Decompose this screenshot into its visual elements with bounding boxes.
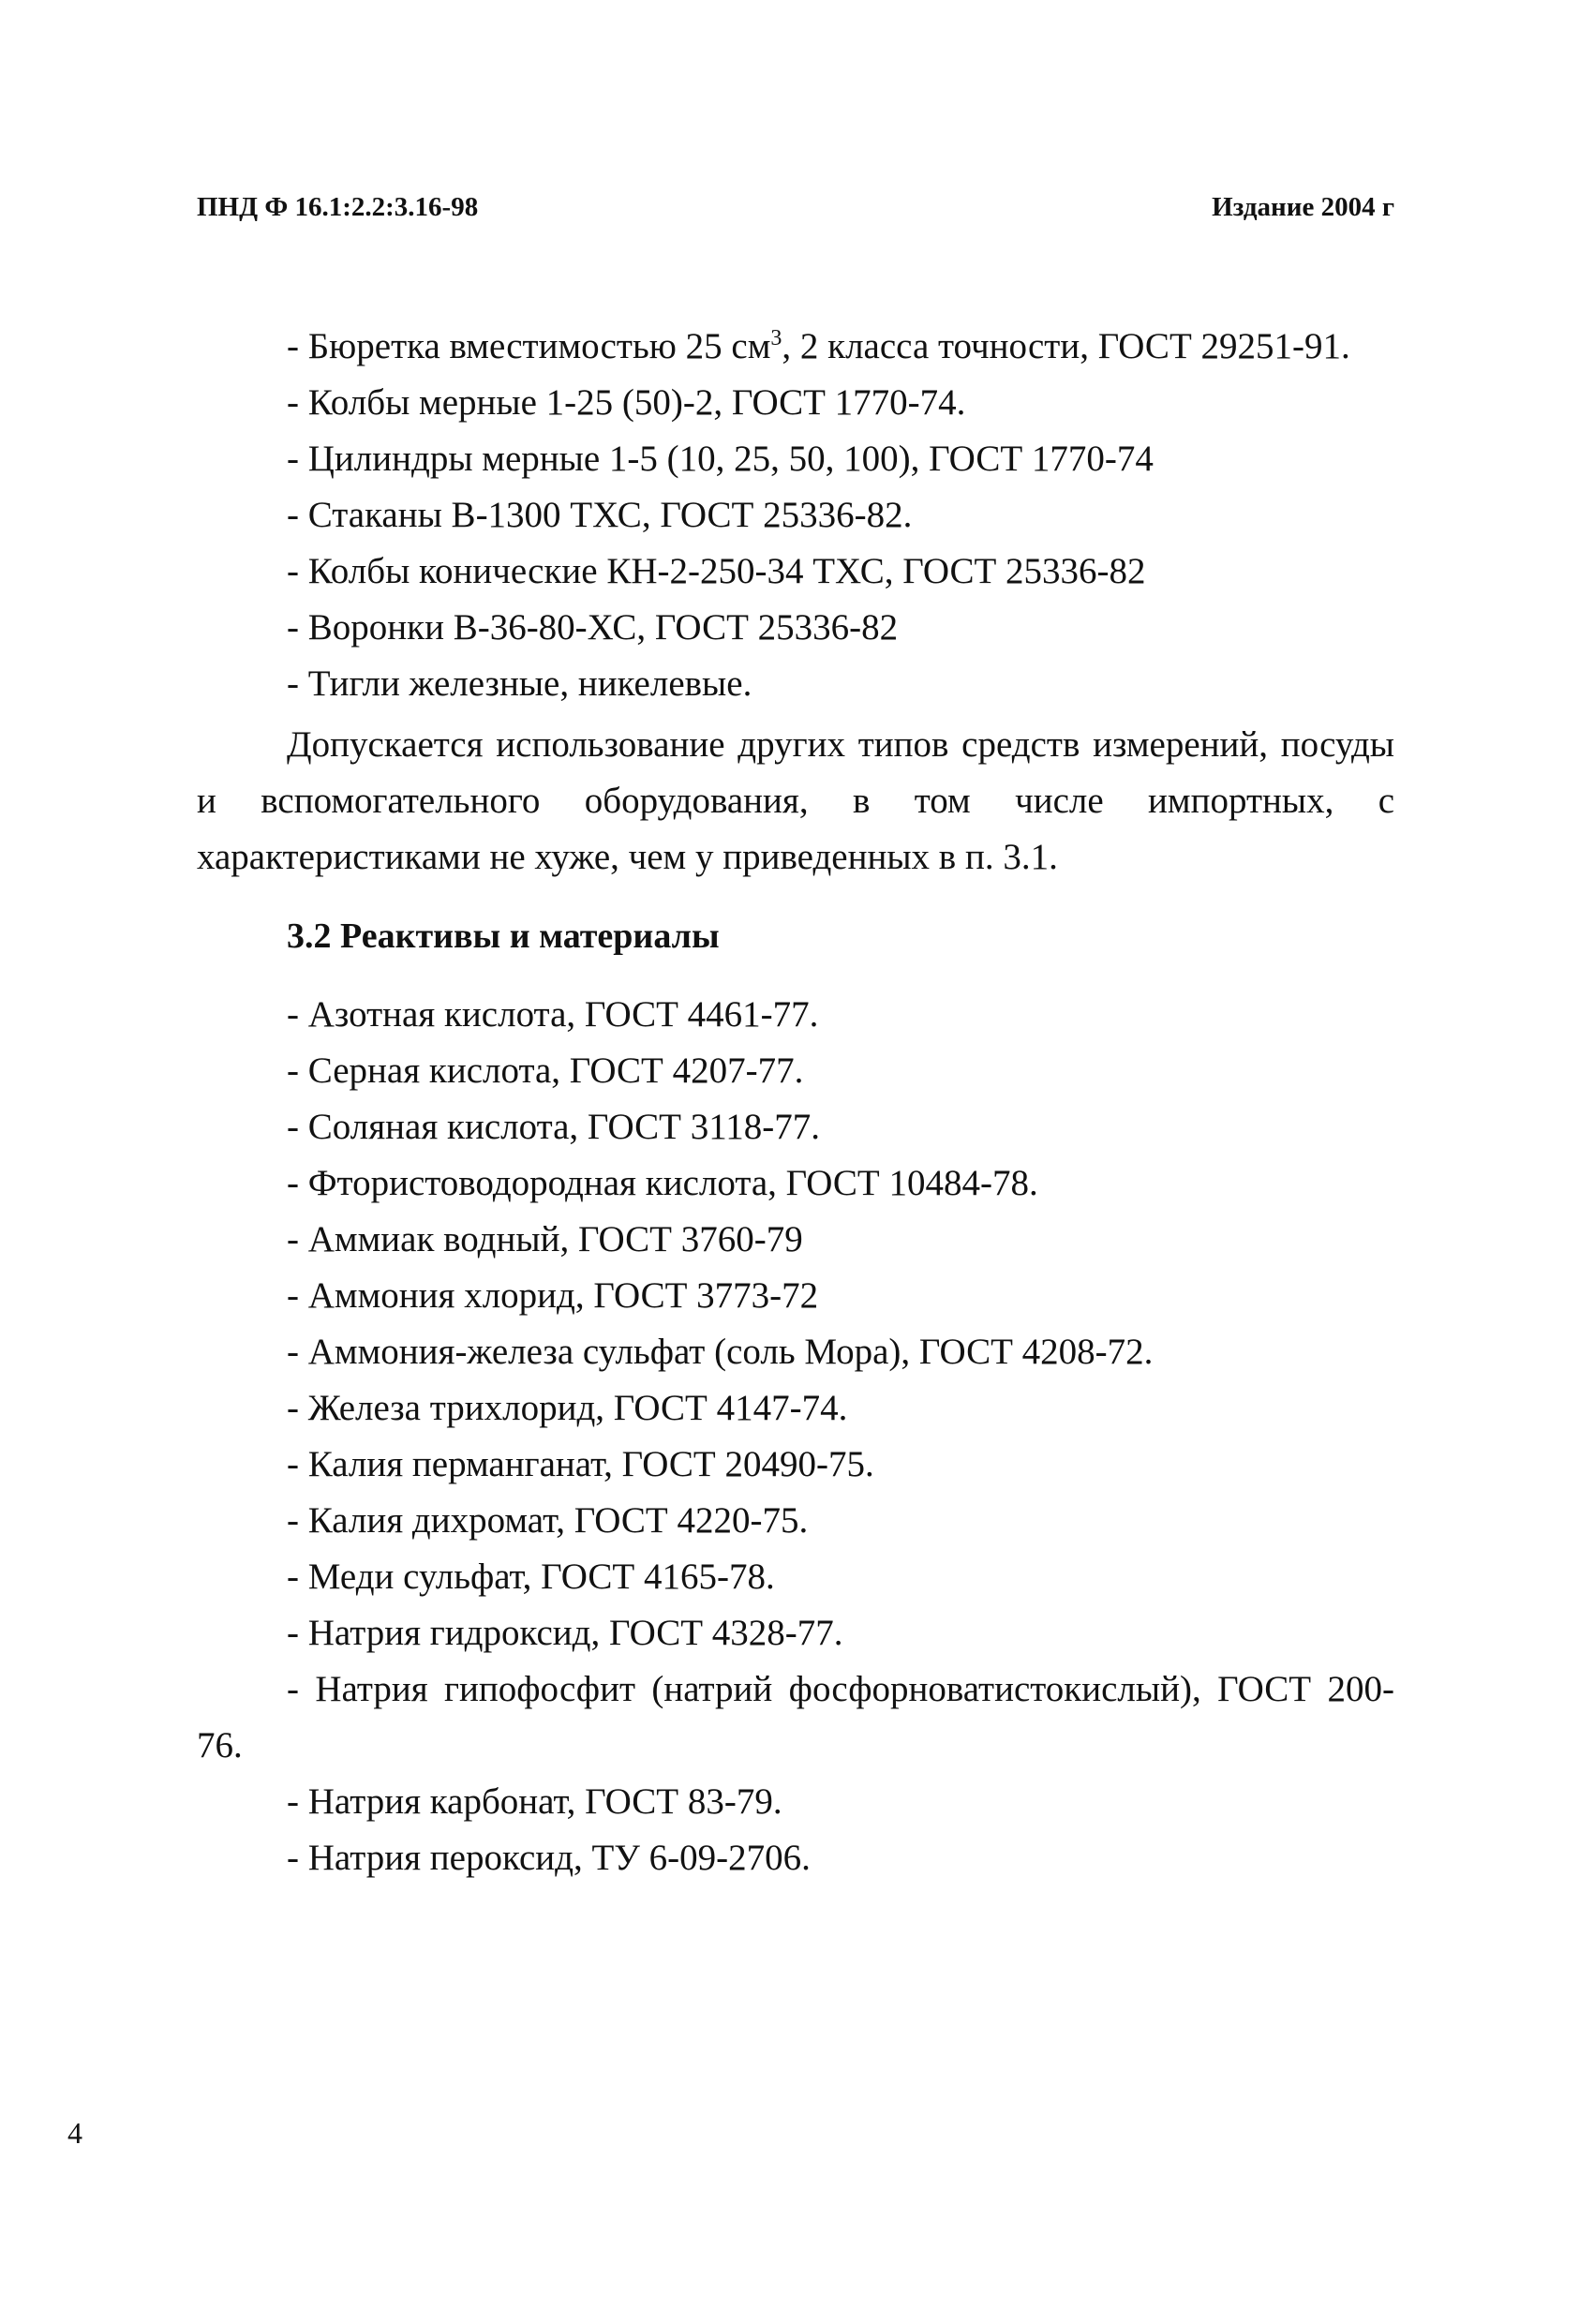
reagent-item: - Фтористоводородная кислота, ГОСТ 10484-78. [287, 1163, 1038, 1203]
reagent-item: - Натрия гидроксид, ГОСТ 4328-77. [287, 1613, 843, 1653]
reagent-item: - Аммония хлорид, ГОСТ 3773-72 [287, 1275, 819, 1316]
equipment-item: - Воронки В-36-80-ХС, ГОСТ 25336-82 [287, 607, 899, 648]
page-header [197, 192, 1394, 239]
reagent-item: - Азотная кислота, ГОСТ 4461-77. [287, 994, 819, 1035]
reagent-item: - Меди сульфат, ГОСТ 4165-78. [287, 1557, 775, 1597]
equipment-item: - Цилиндры мерные 1-5 (10, 25, 50, 100), ГОСТ 1770-74 [287, 439, 1154, 479]
document-code: ПНД Ф 16.1:2.2:3.16-98 [197, 192, 479, 222]
equipment-item: - Колбы мерные 1-25 (50)-2, ГОСТ 1770-74. [287, 382, 966, 423]
reagent-item: - Натрия гипофосфит (натрий фосфорноватистокислый), ГОСТ 200-76. [197, 1669, 1394, 1765]
reagent-item: - Калия дихромат, ГОСТ 4220-75. [287, 1500, 809, 1541]
equipment-note-paragraph: Допускается использование других типов средств измерений, посуды и вспомогательного оборудования, в том числе импортных, с характеристиками не хуже, чем у приведенных в п. 3.1. [197, 724, 1394, 877]
edition-label: Издание 2004 г [1212, 192, 1394, 222]
burette-text-after: , 2 класса точности, ГОСТ 29251-91. [782, 326, 1350, 366]
reagent-item: - Натрия пероксид, ТУ 6-09-2706. [287, 1838, 811, 1878]
reagent-item: - Натрия карбонат, ГОСТ 83-79. [287, 1781, 782, 1822]
reagent-item: - Аммиак водный, ГОСТ 3760-79 [287, 1219, 803, 1259]
burette-text-before: - Бюретка вместимостью 25 см [287, 326, 771, 366]
reagent-item: - Калия перманганат, ГОСТ 20490-75. [287, 1444, 874, 1484]
equipment-item: - Колбы конические КН-2-250-34 ТХС, ГОСТ 25336-82 [287, 551, 1146, 591]
page-number: 4 [67, 2116, 82, 2150]
equipment-item-burette [197, 319, 1394, 375]
document-body [197, 319, 1394, 1886]
reagent-item: - Аммония-железа сульфат (соль Мора), ГОСТ 4208-72. [287, 1332, 1154, 1372]
section-title: 3.2 Реактивы и материалы [287, 916, 720, 956]
burette-superscript: 3 [770, 326, 782, 350]
equipment-item: - Стаканы В-1300 ТХС, ГОСТ 25336-82. [287, 495, 913, 535]
equipment-item: - Тигли железные, никелевые. [287, 663, 752, 704]
reagent-item: - Железа трихлорид, ГОСТ 4147-74. [287, 1388, 848, 1428]
reagent-item: - Соляная кислота, ГОСТ 3118-77. [287, 1107, 821, 1147]
reagent-item: - Серная кислота, ГОСТ 4207-77. [287, 1050, 804, 1091]
